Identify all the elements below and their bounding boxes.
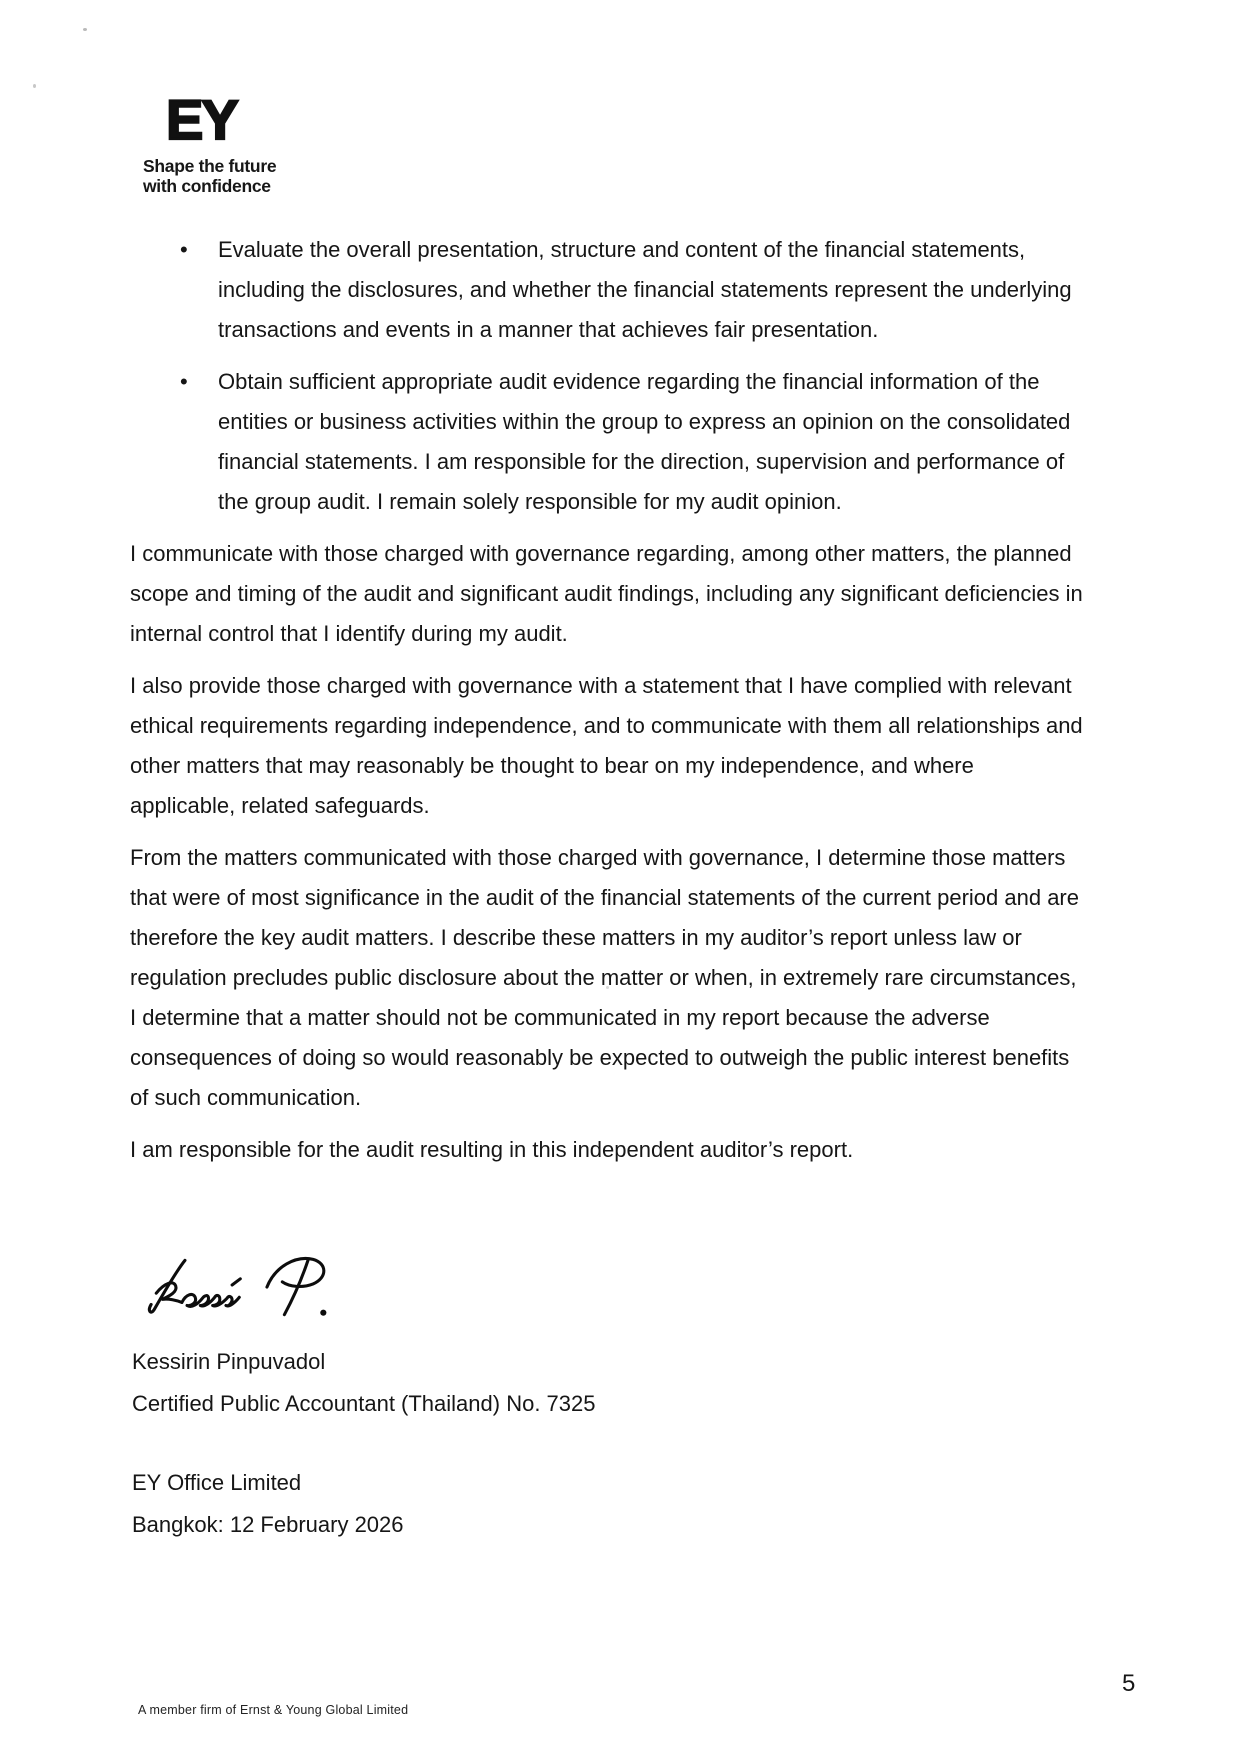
signatory-name: Kessirin Pinpuvadol: [132, 1349, 326, 1374]
text-line: internal control that I identify during my audit.: [130, 621, 568, 646]
paragraph: [130, 534, 1141, 654]
scan-speck: [33, 84, 36, 88]
text-line: therefore the key audit matters. I describe these matters in my auditor’s report unless law or: [130, 925, 1022, 950]
place-date: Bangkok: 12 February 2026: [132, 1512, 404, 1537]
firm-name: EY Office Limited: [132, 1470, 302, 1495]
firm-block: [132, 1462, 595, 1546]
report-body: [130, 230, 1141, 1170]
paragraph: [130, 1130, 1141, 1170]
member-firm-note: A member firm of Ernst & Young Global Limited: [138, 1703, 409, 1717]
text-line: including the disclosures, and whether the financial statements represent the underlying: [218, 277, 1072, 302]
text-line: I determine that a matter should not be communicated in my report because the adverse: [130, 1005, 990, 1030]
text-line: financial statements. I am responsible for the direction, supervision and performance of: [218, 449, 1065, 474]
text-line: I communicate with those charged with governance regarding, among other matters, the planned: [130, 541, 1072, 566]
bullet-item: [130, 362, 1141, 522]
bullet-dot-icon: •: [180, 237, 188, 262]
text-line: I also provide those charged with governance with a statement that I have complied with relevant: [130, 673, 1072, 698]
ey-tagline-line1: Shape the future: [143, 156, 277, 176]
text-line: I am responsible for the audit resulting in this independent auditor’s report.: [130, 1137, 854, 1162]
text-line: the group audit. I remain solely responsible for my audit opinion.: [218, 489, 842, 514]
signature-image: [146, 1250, 351, 1322]
paragraph: [130, 666, 1141, 826]
text-line: applicable, related safeguards.: [130, 793, 430, 818]
bullet-item: [130, 230, 1141, 350]
text-line: Obtain sufficient appropriate audit evidence regarding the financial information of the: [218, 369, 1040, 394]
signatory-block: [132, 1341, 595, 1546]
text-line: of such communication.: [130, 1085, 362, 1110]
text-line: entities or business activities within the group to express an opinion on the consolidated: [218, 409, 1071, 434]
text-line: scope and timing of the audit and significant audit findings, including any significant deficiencies in: [130, 581, 1083, 606]
text-line: From the matters communicated with those charged with governance, I determine those matters: [130, 845, 1066, 870]
page-number: 5: [1122, 1670, 1136, 1697]
ey-logo: EY: [166, 88, 237, 151]
text-line: other matters that may reasonably be thought to bear on my independence, and where: [130, 753, 974, 778]
signatory-title: Certified Public Accountant (Thailand) No. 7325: [132, 1391, 596, 1416]
ey-tagline: [143, 157, 276, 196]
bullet-dot-icon: •: [180, 369, 188, 394]
text-line: consequences of doing so would reasonably be expected to outweigh the public interest benefits: [130, 1045, 1070, 1070]
paragraph: [130, 838, 1141, 1118]
scan-speck: [83, 28, 87, 31]
text-line: Evaluate the overall presentation, structure and content of the financial statements,: [218, 237, 1026, 262]
text-line: transactions and events in a manner that achieves fair presentation.: [218, 317, 879, 342]
ey-tagline-line2: with confidence: [143, 175, 271, 196]
text-line: that were of most significance in the audit of the financial statements of the current period and are: [130, 885, 1079, 910]
text-line: ethical requirements regarding independence, and to communicate with them all relationships and: [130, 713, 1083, 738]
text-line: regulation precludes public disclosure about the matter or when, in extremely rare circumstances,: [130, 965, 1077, 990]
